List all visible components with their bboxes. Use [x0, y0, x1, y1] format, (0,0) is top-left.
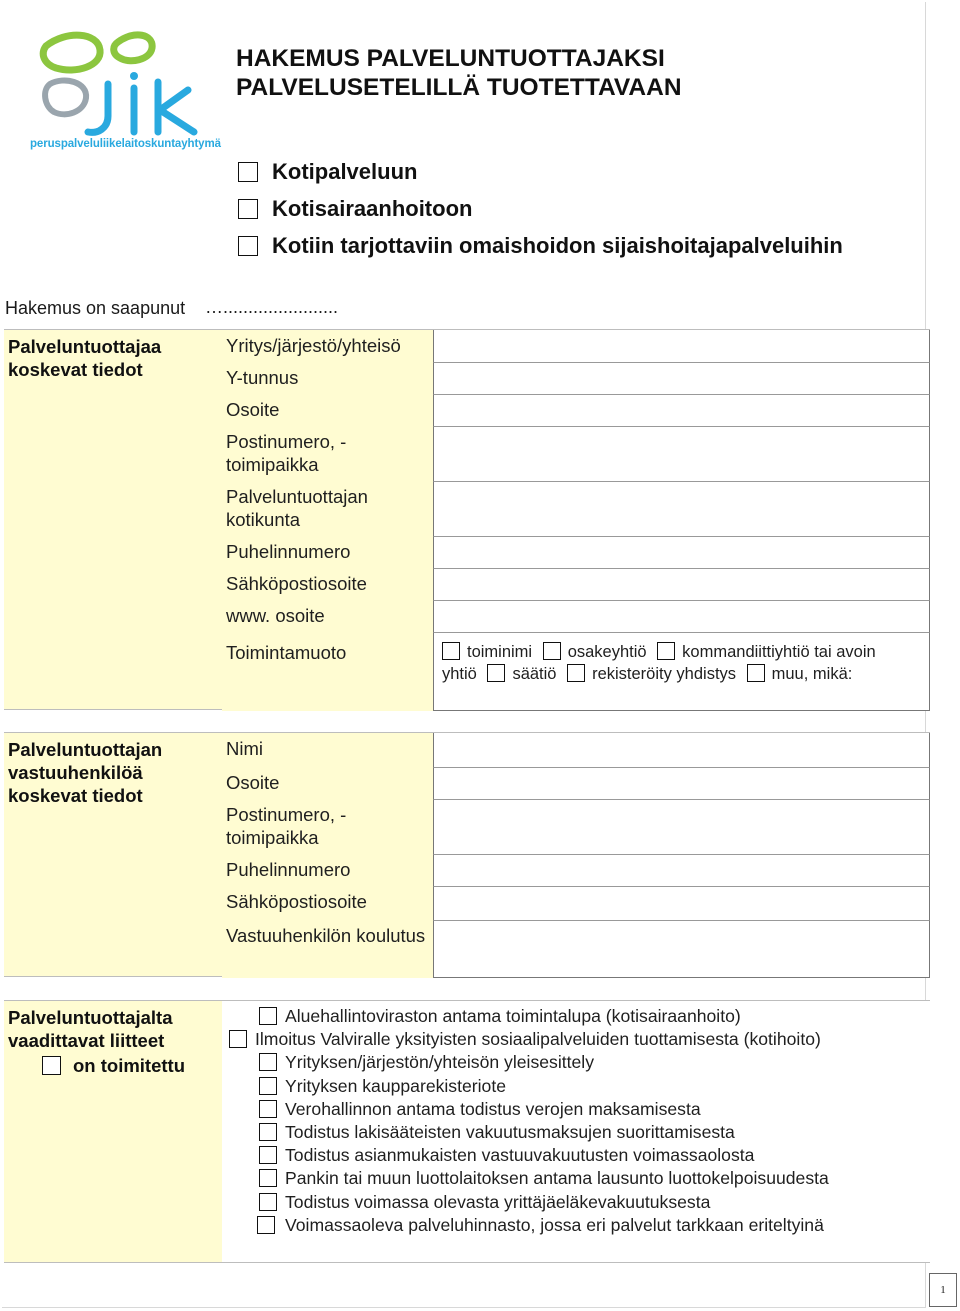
field-label: Puhelinnumero [222, 536, 433, 568]
checkbox-icon[interactable] [259, 1053, 277, 1071]
field-label: www. osoite [222, 600, 433, 632]
checkbox-icon[interactable] [238, 236, 258, 256]
field-row [222, 426, 930, 481]
attachment-label: Voimassaoleva palveluhinnasto, jossa eri palvelut tarkkaan eriteltyinä [285, 1214, 824, 1235]
attachment-label: Yrityksen/järjestön/yhteisön yleisesittely [285, 1052, 594, 1073]
attachments-section-heading-box [4, 1001, 222, 1262]
field-row [222, 330, 930, 362]
attachment-item[interactable] [259, 1167, 926, 1190]
form-option: osakeyhtiö [567, 643, 647, 661]
field-row [222, 886, 930, 920]
field-input[interactable] [433, 767, 930, 799]
provider-section [4, 329, 930, 710]
attachment-label: Todistus lakisääteisten vakuutusmaksujen suorittamisesta [285, 1122, 735, 1143]
checkbox-icon[interactable] [259, 1007, 277, 1025]
field-label: Y-tunnus [222, 362, 433, 394]
provider-fields [222, 330, 930, 709]
field-label: Postinumero, - toimipaikka [222, 426, 433, 481]
field-row [222, 767, 930, 799]
attachment-label: Ilmoitus Valviralle yksityisten sosiaalipalveluiden tuottamisesta (kotihoito) [255, 1029, 821, 1050]
service-option[interactable] [238, 190, 843, 227]
field-input[interactable] [433, 536, 930, 568]
attachments-section-heading: Palveluntuottajalta vaadittavat liitteet [8, 1007, 173, 1051]
field-row [222, 854, 930, 886]
field-row [222, 536, 930, 568]
attachment-item[interactable] [259, 1075, 926, 1098]
field-input[interactable] [433, 362, 930, 394]
arrived-date-field[interactable]: …....................... [205, 297, 339, 317]
field-label: Osoite [222, 767, 433, 799]
contact-section-heading: Palveluntuottajan vastuuhenkilöä koskevat tiedot [4, 733, 222, 976]
checkbox-icon[interactable] [657, 642, 675, 660]
attachment-label: Verohallinnon antama todistus verojen maksamisesta [285, 1098, 701, 1119]
field-label: Palveluntuottajan kotikunta [222, 481, 433, 536]
field-row [222, 632, 930, 711]
provided-label: on toimitettu [73, 1055, 186, 1076]
checkbox-icon[interactable] [238, 199, 258, 219]
field-input[interactable] [433, 568, 930, 600]
checkbox-icon[interactable] [442, 642, 460, 660]
field-label: Postinumero, - toimipaikka [222, 799, 433, 854]
checkbox-icon[interactable] [259, 1077, 277, 1095]
attachment-item[interactable] [259, 1051, 926, 1074]
checkbox-icon[interactable] [259, 1100, 277, 1118]
field-row [222, 799, 930, 854]
form-option: rekisteröity yhdistys [592, 665, 737, 683]
field-row [222, 920, 930, 978]
attachment-label: Aluehallintoviraston antama toimintalupa (kotisairaanhoito) [285, 1006, 741, 1026]
contact-fields [222, 733, 930, 976]
checkbox-icon[interactable] [238, 162, 258, 182]
attachment-label: Todistus asianmukaisten vastuuvakuutusten voimassaolosta [285, 1145, 755, 1166]
field-row [222, 733, 930, 767]
form-option: kommandiittiyhtiö tai avoin yhtiö [442, 643, 876, 683]
checkbox-icon[interactable] [259, 1146, 277, 1164]
field-row [222, 600, 930, 632]
attachment-item[interactable] [259, 1098, 926, 1121]
provided-checkbox-row[interactable] [8, 1054, 218, 1077]
field-input[interactable] [433, 394, 930, 426]
form-option: muu, mikä: [771, 665, 853, 683]
field-input[interactable] [433, 330, 930, 362]
field-input[interactable] [433, 886, 930, 920]
field-row [222, 362, 930, 394]
business-form-options [433, 632, 930, 711]
provider-section-heading: Palveluntuottajaa koskevat tiedot [4, 330, 222, 709]
checkbox-icon[interactable] [747, 664, 765, 682]
checkbox-icon[interactable] [567, 664, 585, 682]
attachment-item[interactable] [259, 1005, 926, 1028]
checkbox-icon[interactable] [42, 1056, 61, 1075]
field-label: Toimintamuoto [222, 632, 433, 711]
arrived-label: Hakemus on saapunut [5, 298, 186, 318]
field-label: Osoite [222, 394, 433, 426]
attachment-label: Pankin tai muun luottolaitoksen antama lausunto luottokelpoisuudesta [285, 1168, 829, 1189]
field-row [222, 394, 930, 426]
page-number: 1 [929, 1273, 957, 1307]
form-option: toiminimi [467, 643, 533, 661]
form-option: säätiö [512, 665, 557, 683]
field-input[interactable] [433, 481, 930, 536]
checkbox-icon[interactable] [543, 642, 561, 660]
attachment-label: Todistus voimassa olevasta yrittäjäeläkevakuutuksesta [285, 1191, 711, 1212]
attachments-list-box [222, 1001, 930, 1262]
field-input[interactable] [433, 920, 930, 978]
jik-letters [88, 72, 194, 132]
field-label: Sähköpostiosoite [222, 568, 433, 600]
field-label: Sähköpostiosoite [222, 886, 433, 920]
field-label: Nimi [222, 733, 433, 767]
service-options [238, 153, 843, 264]
attachment-item[interactable] [229, 1028, 849, 1051]
form-options-text [442, 641, 919, 685]
field-input[interactable] [433, 733, 930, 767]
title-line-1: HAKEMUS PALVELUNTUOTTAJAKSI [236, 45, 665, 72]
checkbox-icon[interactable] [259, 1123, 277, 1141]
field-input[interactable] [433, 426, 930, 481]
logo-subtitle: peruspalveluliikelaitoskuntayhtymä [30, 138, 221, 150]
attachment-item[interactable] [257, 1214, 926, 1237]
field-input[interactable] [433, 854, 930, 886]
checkbox-icon[interactable] [259, 1169, 277, 1187]
field-input[interactable] [433, 799, 930, 854]
service-option[interactable] [238, 227, 843, 264]
service-option[interactable] [238, 153, 843, 190]
field-label: Yritys/järjestö/yhteisö [222, 330, 433, 362]
checkbox-icon[interactable] [259, 1193, 277, 1211]
field-row [222, 568, 930, 600]
attachments-section [4, 1000, 930, 1263]
field-label: Puhelinnumero [222, 854, 433, 886]
attachment-item[interactable] [259, 1144, 926, 1167]
document-title [236, 44, 682, 102]
checkbox-icon[interactable] [257, 1216, 275, 1234]
field-row [222, 481, 930, 536]
checkbox-icon[interactable] [229, 1030, 247, 1048]
service-label: Kotiin tarjottaviin omaishoidon sijaishoitajapalveluihin [272, 232, 843, 258]
service-label: Kotipalveluun [272, 158, 418, 184]
field-label: Vastuuhenkilön koulutus [222, 920, 433, 978]
field-input[interactable] [433, 600, 930, 632]
title-line-2: PALVELUSETELILLÄ TUOTETTAVAAN [236, 74, 682, 101]
checkbox-icon[interactable] [487, 664, 505, 682]
contact-section [4, 732, 930, 977]
attachment-label: Yrityksen kaupparekisteriote [285, 1075, 507, 1096]
attachment-item[interactable] [259, 1191, 926, 1214]
attachment-item[interactable] [259, 1121, 926, 1144]
attachments-list [255, 1005, 926, 1237]
service-label: Kotisairaanhoitoon [272, 195, 473, 221]
